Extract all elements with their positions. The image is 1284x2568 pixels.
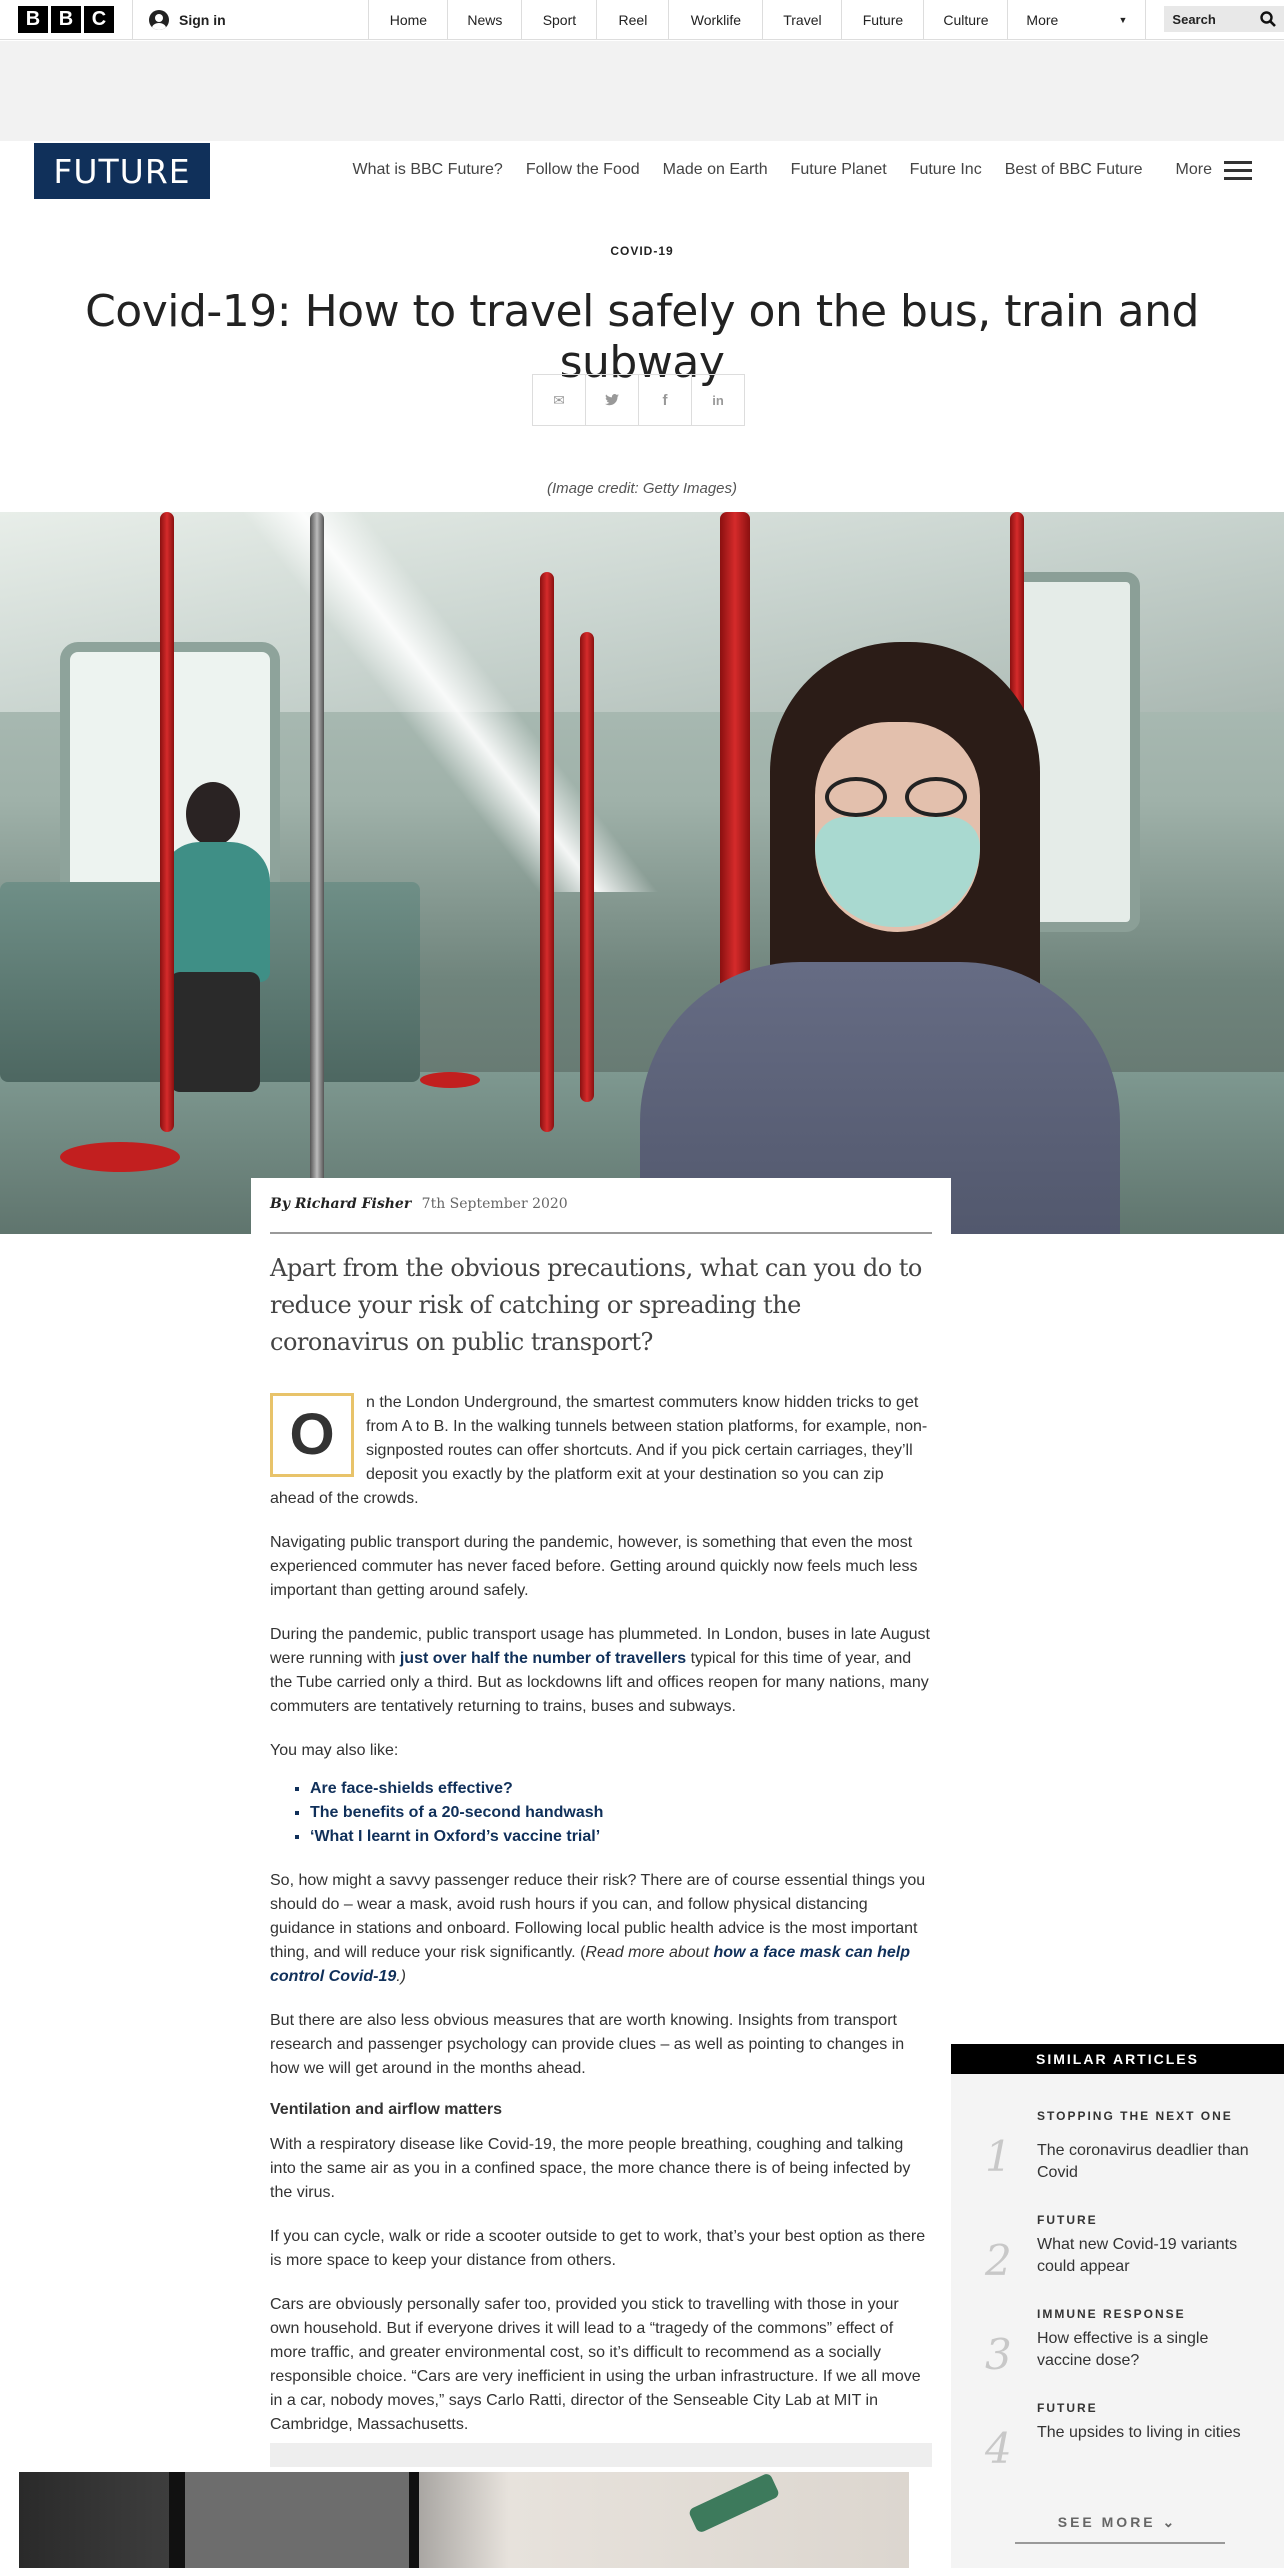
future-nav-best-of[interactable]: Best of BBC Future [1004,161,1143,178]
future-nav-future-planet[interactable]: Future Planet [790,161,887,178]
also-like-label: You may also like: [270,1742,399,1759]
nav-more-button[interactable] [1008,0,1146,40]
bbc-logo[interactable] [0,0,133,39]
publish-date: 7th September 2020 [421,1196,568,1212]
item-number: 3 [985,2330,1012,2379]
item-title: The upsides to living in cities [1037,2424,1241,2441]
inline-link[interactable]: just over half the number of travellers [399,1650,687,1667]
paragraph: But there are also less obvious measures that are worth knowing. Insights from transport research and passenger psychology can provide clues – as well as pointing to changes in how we will get around in the months ahead. [270,2012,905,2077]
bbc-main-nav [368,0,1146,39]
paragraph-text: n the London Underground, the smartest commuters know hidden tricks to get from A to B. In the walking tunnels between station platforms, for example, non-signposted routes can offer shortcuts. And if you pick certain carriages, they’ll deposit you exactly by the platform exit at your destination so you can zip ahead of the crowds. [270,1394,928,1507]
paragraph-text-italic: Read more about [585,1944,714,1961]
future-nav [353,160,1284,180]
email-icon[interactable]: ✉ [532,374,586,426]
paragraph [270,1623,932,1719]
drop-cap: O [270,1393,354,1477]
item-number: 2 [985,2236,1012,2285]
hero-image [0,512,1284,1234]
similar-articles-heading: SIMILAR ARTICLES [951,2044,1284,2074]
paragraph [270,1869,932,1989]
paragraph-text-italic: .) [396,1968,407,1985]
byline [270,1178,932,1234]
menu-icon[interactable] [1224,160,1252,180]
see-more-label: SEE MORE [1057,2514,1156,2530]
search-input[interactable] [1164,6,1284,32]
similar-articles [951,2044,1284,2568]
search-placeholder: Search [1172,11,1216,27]
list-item [310,1801,932,1825]
paragraph: Navigating public transport during the pandemic, however, is something that even the most experienced commuter has never faced before. Getting around quickly now feels much less important than getting around safely. [270,1534,918,1599]
twitter-icon[interactable] [585,374,639,426]
future-logo[interactable]: FUTURE [34,143,210,199]
similar-article-item[interactable] [951,2110,1284,2190]
item-number: 4 [985,2424,1012,2473]
related-links-list [270,1777,932,1849]
nav-worklife[interactable]: Worklife [669,0,763,40]
sign-in-link[interactable] [133,0,250,39]
paragraph: With a respiratory disease like Covid-19, the more people breathing, coughing and talking into the same air as you in a confined space, the more chance there is of being infected by the virus. [270,2136,911,2201]
see-more-button[interactable] [951,2514,1284,2531]
nav-more-label: More [1026,12,1059,28]
nav-reel[interactable]: Reel [597,0,669,40]
linkedin-icon[interactable]: in [691,374,745,426]
item-title: How effective is a single vaccine dose? [1037,2330,1209,2369]
image-credit: (Image credit: Getty Images) [546,480,738,497]
nav-travel[interactable]: Travel [763,0,842,40]
similar-article-item[interactable] [951,2402,1284,2482]
bbc-logo-letter: B [51,6,81,33]
bbc-top-bar [0,0,1284,40]
inline-link-text: how a face mask can help control Covid-19 [270,1944,910,1985]
paragraph-text: During the pandemic, public transport usage has plummeted. In London, buses in late August were running with [270,1626,930,1667]
article-headline: Covid-19: How to travel safely on the bus, train and subway [85,286,1199,388]
nav-sport[interactable]: Sport [522,0,597,40]
author-name[interactable]: By Richard Fisher [270,1196,412,1212]
share-buttons [533,374,745,426]
user-icon [149,10,169,30]
article-body [251,1178,951,2467]
paragraph: If you can cycle, walk or ride a scooter outside to get to work, that’s your best option as there is more space to keep your distance from others. [270,2228,926,2269]
bbc-logo-letter: B [18,6,48,33]
chevron-down-icon: ▼ [1118,15,1128,25]
related-link[interactable]: ‘What I learnt in Oxford’s vaccine trial’ [310,1828,601,1845]
future-nav-future-inc[interactable]: Future Inc [909,161,982,178]
nav-future[interactable]: Future [842,0,924,40]
article-image [19,2472,909,2568]
similar-article-item[interactable] [951,2308,1284,2388]
sign-in-label: Sign in [179,11,226,28]
search-icon[interactable] [1260,11,1276,27]
list-item [310,1825,932,1849]
future-nav-more[interactable]: More [1175,161,1212,178]
item-title: The coronavirus deadlier than Covid [1037,2142,1249,2181]
paragraph [270,1391,932,1511]
future-nav-made-on-earth[interactable]: Made on Earth [662,161,768,178]
item-title: What new Covid-19 variants could appear [1037,2236,1238,2275]
item-number: 1 [985,2132,1012,2181]
divider [1015,2542,1225,2544]
article-intro: Apart from the obvious precautions, what can you do to reduce your risk of catching or spreading the coronavirus on public transport? [270,1254,922,1356]
ad-banner-area [0,41,1284,141]
item-category: FUTURE [1037,2213,1098,2227]
bbc-logo-letter: C [84,6,114,33]
ad-placeholder [270,2443,932,2467]
item-category: STOPPING THE NEXT ONE [1037,2109,1233,2123]
chevron-down-icon: ⌄ [1162,2514,1178,2530]
future-nav-follow-food[interactable]: Follow the Food [525,161,640,178]
nav-news[interactable]: News [448,0,522,40]
article-tag[interactable]: COVID-19 [610,244,674,258]
item-category: IMMUNE RESPONSE [1037,2307,1186,2321]
facebook-icon[interactable]: f [638,374,692,426]
item-category: FUTURE [1037,2401,1098,2415]
related-link[interactable]: Are face-shields effective? [310,1780,513,1797]
related-link[interactable]: The benefits of a 20-second handwash [310,1804,604,1821]
nav-home[interactable]: Home [369,0,448,40]
paragraph: Cars are obviously personally safer too, provided you stick to travelling with those in your own household. But if everyone drives it will lead to a “tragedy of the commons” effect of more traffic, and greater environmental cost, so it’s difficult to recommend as a socially responsible choice. “Cars are very inefficient in using the urban infrastructure. If we all move in a car, nobody moves,” says Carlo Ratti, director of the Senseable City Lab at MIT in Cambridge, Massachusetts. [270,2296,921,2433]
section-subheading: Ventilation and airflow matters [270,2101,503,2118]
paragraph-text: typical for this time of year, and the Tube carried only a third. But as lockdowns lift and offices reopen for many nations, many commuters are tentatively returning to trains, buses and subways. [270,1650,929,1715]
future-nav-what-is[interactable]: What is BBC Future? [352,161,503,178]
nav-culture[interactable]: Culture [924,0,1008,40]
similar-article-item[interactable] [951,2214,1284,2294]
list-item [310,1777,932,1801]
paragraph-text: So, how might a savvy passenger reduce their risk? There are of course essential things you should do – wear a mask, avoid rush hours if you can, and follow physical distancing guidance in stations and onboard. Following local public health advice is the most important thing, and will reduce your risk significantly. ( [270,1872,926,1961]
